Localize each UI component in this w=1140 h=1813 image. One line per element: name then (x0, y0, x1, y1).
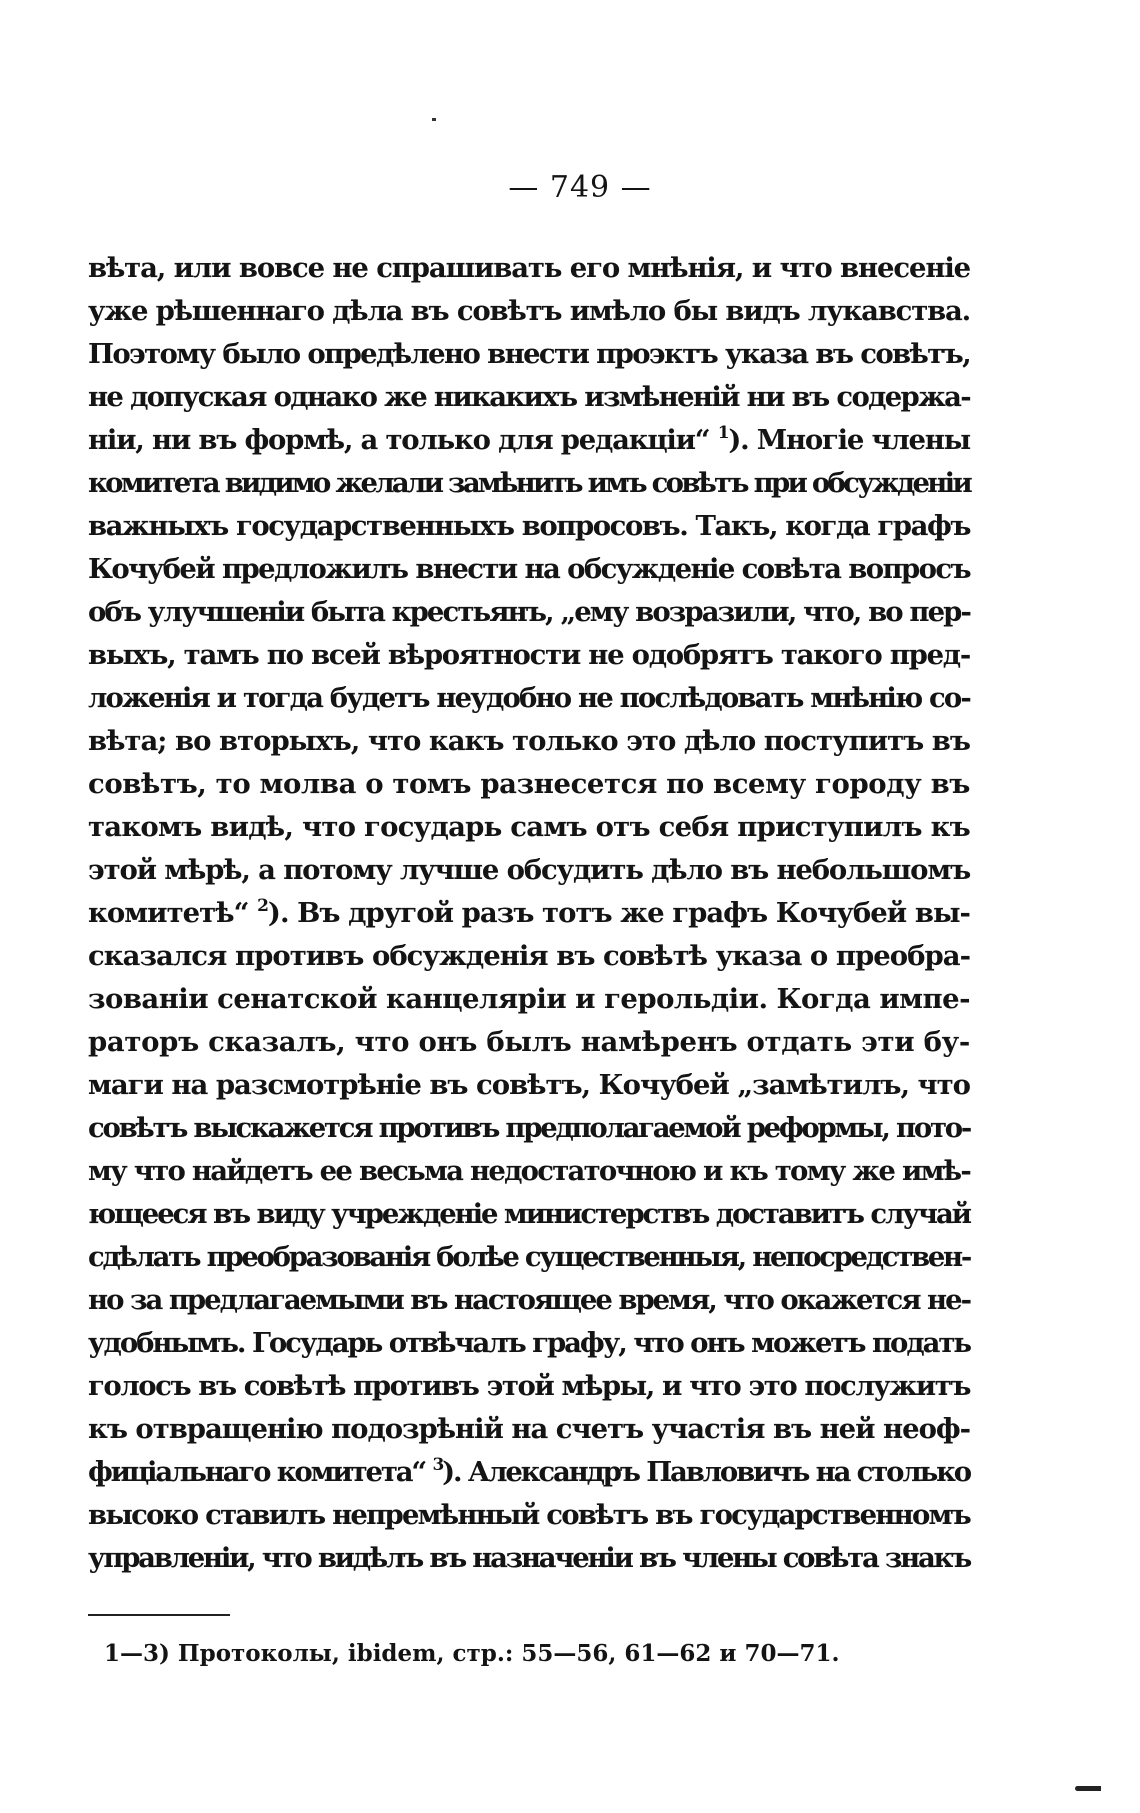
text-line: ющееся въ виду учрежденіе министерствъ доставитъ случай (88, 1198, 970, 1230)
text-line: комитета видимо желали замѣнить имъ совѣтъ при обсужденіи (88, 467, 970, 499)
text-line: выхъ, тамъ по всей вѣроятности не одобрятъ такого пред- (88, 639, 970, 671)
text-segment (88, 419, 970, 462)
text-line: вѣта, или вовсе не спрашивать его мнѣнія, и что внесеніе (88, 252, 970, 284)
text-segment: ). Въ другой разъ тотъ же графъ Кочубей вы- (267, 897, 970, 929)
text-line: сдѣлать преобразованія болѣе существенныя, непосредствен- (88, 1241, 971, 1273)
footnote-divider (88, 1614, 230, 1616)
text-line (88, 419, 970, 462)
text-line: но за предлагаемыми въ настоящее время, что окажется не- (88, 1284, 970, 1316)
text-line: уже рѣшеннаго дѣла въ совѣтъ имѣло бы видъ лукавства. (88, 295, 970, 327)
text-line: ложенія и тогда будетъ неудобно не послѣдовать мнѣнію со- (88, 682, 970, 714)
text-line: управленіи, что видѣлъ въ назначеніи въ члены совѣта знакъ (88, 1542, 970, 1574)
text-segment: комитетѣ“ (88, 897, 258, 929)
text-line: голосъ въ совѣтѣ противъ этой мѣры, и что это послужитъ (88, 1370, 970, 1402)
text-segment: ). Александръ Павловичъ на столько (442, 1456, 970, 1488)
text-line: маги на разсмотрѣніе въ совѣтъ, Кочубей „замѣтилъ, что (88, 1069, 970, 1101)
text-line: этой мѣрѣ, а потому лучше обсудить дѣло въ небольшомъ (88, 854, 970, 886)
print-mark (1075, 1786, 1101, 1791)
text-line: объ улучшеніи быта крестьянъ, „ему возразили, что, во пер- (88, 596, 970, 628)
text-line: совѣтъ выскажется противъ предполагаемой реформы, пото- (88, 1112, 970, 1144)
page-number: — 749 — (508, 170, 652, 205)
text-line: высоко ставилъ непремѣнный совѣтъ въ государственномъ (88, 1499, 970, 1531)
print-mark (432, 118, 436, 121)
body-text (88, 247, 970, 1580)
text-line: такомъ видѣ, что государь самъ отъ себя приступилъ къ (88, 811, 970, 843)
text-segment: ніи, ни въ формѣ, а только для редакціи“ (88, 424, 718, 456)
text-line: совѣтъ, то молва о томъ разнесется по всему городу въ (88, 768, 970, 800)
text-line: вѣта; во вторыхъ, что какъ только это дѣло поступитъ въ (88, 725, 970, 757)
text-line: зованіи сенатской канцеляріи и герольдіи. Когда импе- (88, 983, 970, 1015)
text-line: сказался противъ обсужденія въ совѣтѣ указа о преобра- (88, 940, 970, 972)
text-line: му что найдетъ ее весьма недостаточною и къ тому же имѣ- (88, 1155, 970, 1187)
text-line (88, 1451, 970, 1494)
footnote-ref: 1 (717, 423, 729, 443)
text-line: важныхъ государственныхъ вопросовъ. Такъ, когда графъ (88, 510, 970, 542)
text-segment (88, 892, 970, 935)
footnote-ref: 3 (432, 1455, 443, 1475)
footnote-ref: 2 (257, 896, 268, 916)
footnote: 1—3) Протоколы, ibidem, стр.: 55—56, 61—62 и 70—71. (104, 1640, 840, 1667)
text-line: къ отвращенію подозрѣній на счетъ участія въ ней неоф- (88, 1413, 970, 1445)
text-segment: фиціальнаго комитета“ (88, 1456, 433, 1488)
text-segment: ). Многіе члены (728, 424, 970, 456)
text-line: раторъ сказалъ, что онъ былъ намѣренъ отдать эти бу- (88, 1026, 970, 1058)
text-line (88, 892, 970, 935)
text-segment (88, 1451, 970, 1494)
text-line: Поэтому было опредѣлено внести проэктъ указа въ совѣтъ, (88, 338, 970, 370)
text-line: удобнымъ. Государь отвѣчалъ графу, что онъ можетъ подать (88, 1327, 970, 1359)
text-line: не допуская однако же никакихъ измѣненій ни въ содержа- (88, 381, 970, 413)
text-line: Кочубей предложилъ внести на обсужденіе совѣта вопросъ (88, 553, 970, 585)
